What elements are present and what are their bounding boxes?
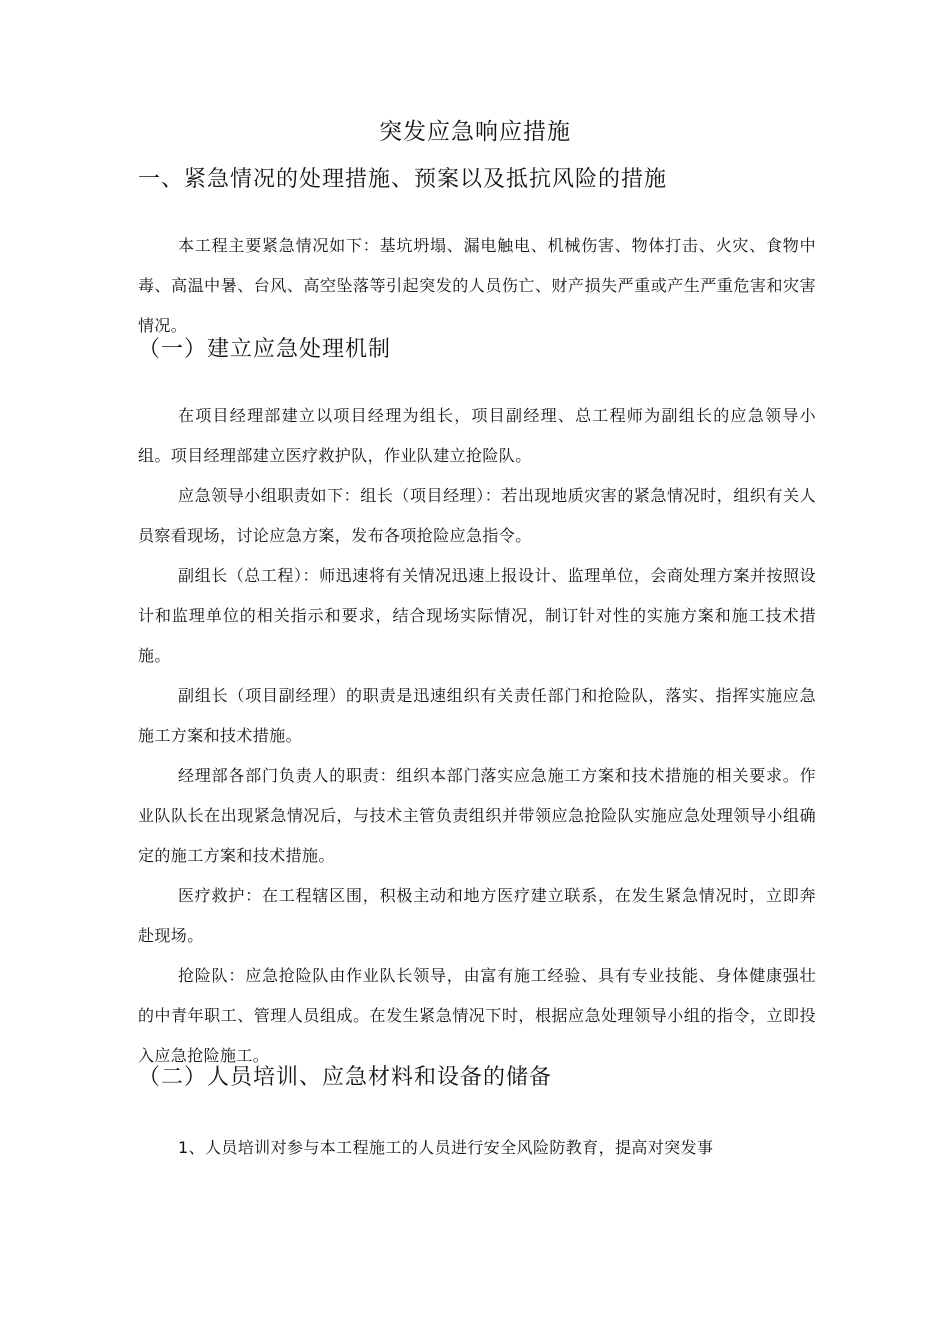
section-heading: 一、紧急情况的处理措施、预案以及抵抗风险的措施 bbox=[138, 167, 668, 192]
paragraph-rescue-team: 抢险队：应急抢险队由作业队长领导，由富有施工经验、具有专业技能、身体健康强壮的中青年职工、管理人员组成。在发生紧急情况下时，根据应急处理领导小组的指令，立即投入应急抢险施工。 bbox=[138, 966, 816, 1065]
paragraph-deputy-chief-engineer: 副组长（总工程）：师迅速将有关情况迅速上报设计、监理单位，会商处理方案并按照设计和监理单位的相关指示和要求，结合现场实际情况，制订针对性的实施方案和施工技术措施。 bbox=[138, 566, 816, 665]
paragraph-personnel-training: 1、人员培训对参与本工程施工的人员进行安全风险防教育，提高对突发事 bbox=[178, 1138, 714, 1157]
document-title: 突发应急响应措施 bbox=[379, 119, 571, 145]
paragraph-leadership-group: 在项目经理部建立以项目经理为组长，项目副经理、总工程师为副组长的应急领导小组。项目经理部建立医疗救护队，作业队建立抢险队。 bbox=[138, 406, 816, 465]
paragraph-deputy-project-manager: 副组长（项目副经理）的职责是迅速组织有关责任部门和抢险队，落实、指挥实施应急施工方案和技术措施。 bbox=[138, 686, 816, 745]
subsection-heading-1: （一）建立应急处理机制 bbox=[138, 337, 392, 362]
subsection-heading-2: （二）人员培训、应急材料和设备的储备 bbox=[138, 1065, 553, 1090]
paragraph-medical-rescue: 医疗救护：在工程辖区围，积极主动和地方医疗建立联系，在发生紧急情况时，立即奔赴现场。 bbox=[138, 886, 816, 945]
intro-paragraph: 本工程主要紧急情况如下：基坑坍塌、漏电触电、机械伤害、物体打击、火灾、食物中毒、高温中暑、台风、高空坠落等引起突发的人员伤亡、财产损失严重或产生严重危害和灾害情况。 bbox=[138, 236, 816, 335]
paragraph-department-heads: 经理部各部门负责人的职责：组织本部门落实应急施工方案和技术措施的相关要求。作业队队长在出现紧急情况后，与技术主管负责组织并带领应急抢险队实施应急处理领导小组确定的施工方案和技术措施。 bbox=[138, 766, 816, 865]
paragraph-group-duties: 应急领导小组职责如下：组长（项目经理）：若出现地质灾害的紧急情况时，组织有关人员察看现场，讨论应急方案，发布各项抢险应急指令。 bbox=[138, 486, 816, 545]
